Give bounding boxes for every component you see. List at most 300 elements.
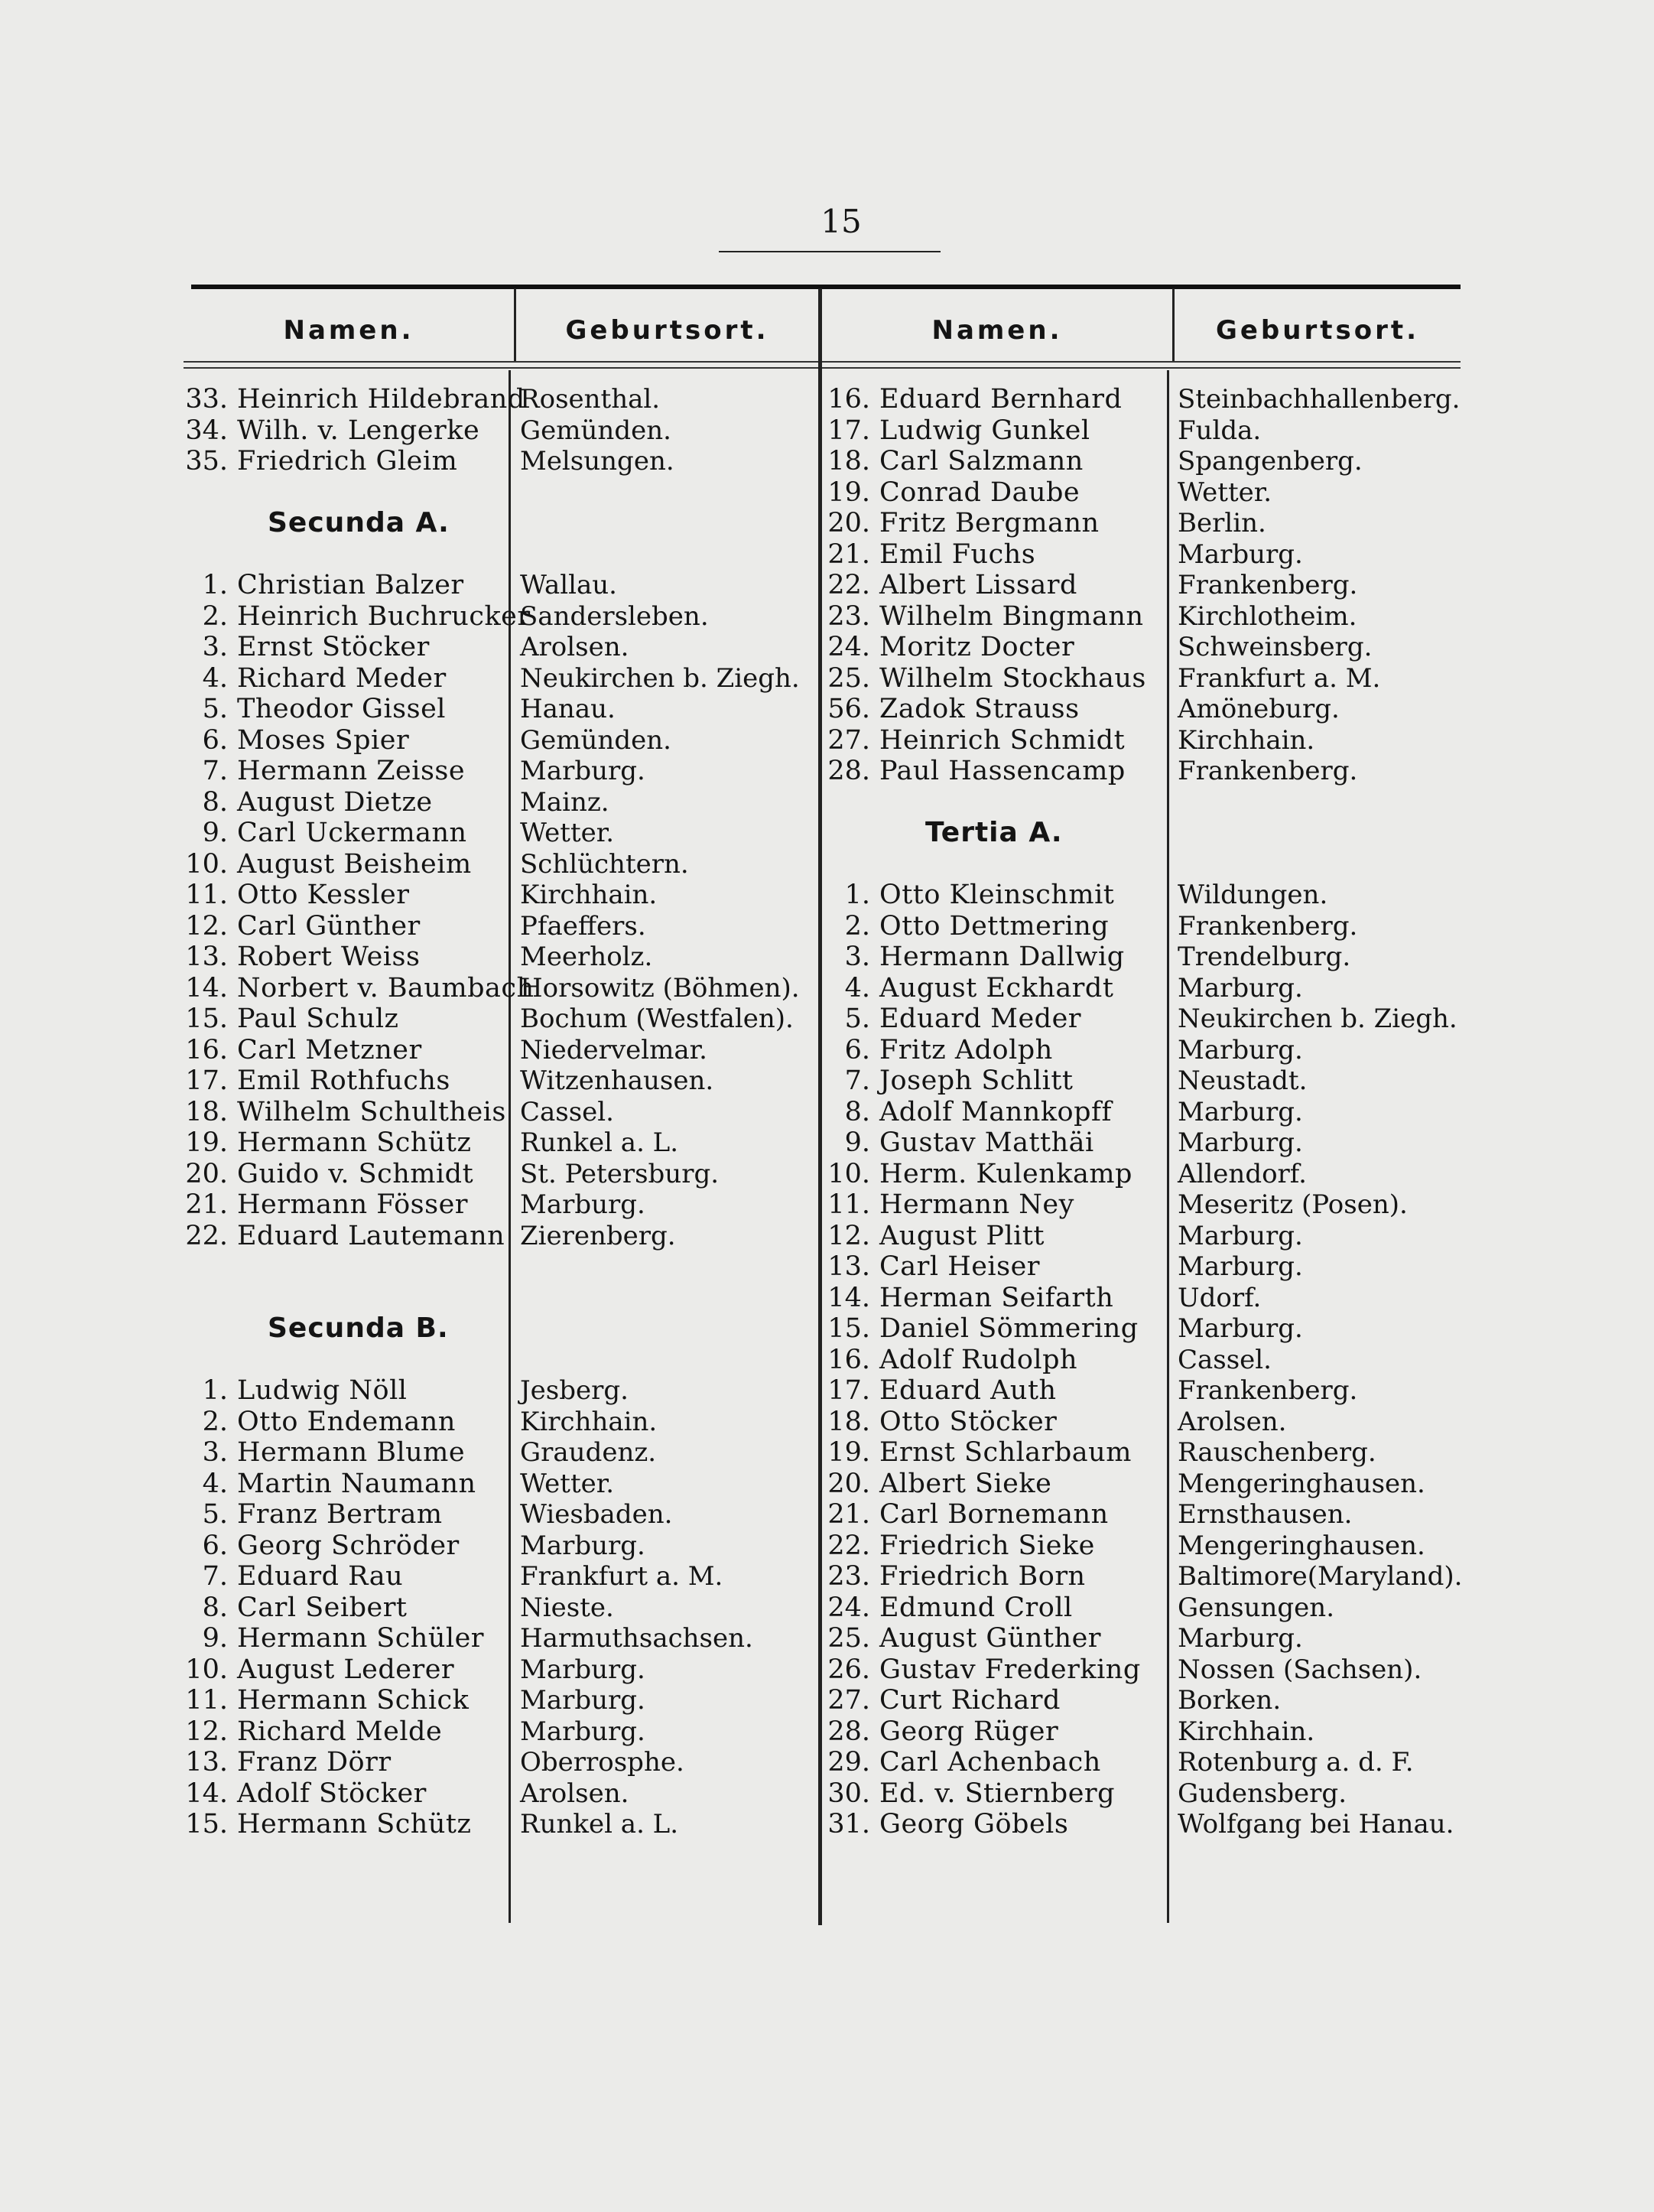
table-row [826,1561,1170,1592]
row-number: 1. [202,570,228,600]
table-row [826,1189,1170,1221]
student-name: Emil Fuchs [879,538,1036,570]
row-number: 11. [827,1189,870,1220]
birthplace-cell: Rauschenberg. [1178,1437,1376,1468]
row-number: 5. [202,694,228,724]
table-row [826,880,1170,911]
student-name: Edmund Croll [879,1592,1073,1623]
table-row [826,1221,1170,1252]
left-names-column [184,384,535,1840]
table-row [184,1716,512,1748]
row-number: 30. [827,1778,870,1809]
row-number: 6. [844,1034,870,1065]
table-row [826,1159,1170,1190]
spacer [520,508,818,539]
student-name: Hermann Fösser [237,1189,469,1220]
row-number: 4. [202,662,228,694]
table-row [826,1127,1170,1159]
birthplace-cell: Horsowitz (Böhmen). [520,972,800,1004]
table-row [826,694,1170,725]
student-name: Richard Meder [237,662,447,694]
student-name: Moses Spier [237,724,410,756]
birthplace-cell: Jesberg. [520,1375,629,1406]
birthplace-cell: Kirchhain. [1178,1716,1315,1747]
student-name: Adolf Stöcker [237,1778,427,1809]
birthplace-cell: Runkel a. L. [520,1127,679,1158]
birthplace-cell: Arolsen. [520,1778,629,1809]
birthplace-cell: Rotenburg a. d. F. [1178,1747,1414,1778]
row-number: 10. [827,1158,870,1189]
birthplace-cell: Borken. [1178,1685,1282,1716]
table-row [184,1531,512,1562]
table-row [184,1561,512,1592]
table-row [826,1499,1170,1531]
row-number: 12. [185,910,228,942]
birthplace-cell: Harmuthsachsen. [520,1623,753,1654]
row-number: 21. [827,538,870,570]
student-name: Theodor Gissel [237,694,446,724]
table-row [184,849,512,880]
row-number: 20. [185,1158,228,1189]
row-number: 15. [827,1313,870,1344]
birthplace-cell: Kirchhain. [520,1406,658,1437]
student-name: August Lederer [237,1654,455,1685]
birthplace-cell: Marburg. [1178,1034,1303,1065]
column-divider [514,288,516,361]
birthplace-cell: Allendorf. [1178,1158,1307,1189]
page-number: 15 [821,203,862,240]
student-name: Adolf Rudolph [879,1344,1078,1375]
row-number: 2. [844,910,870,942]
student-name: Carl Salzmann [879,446,1084,477]
table-row [184,1065,512,1097]
birthplace-cell: Marburg. [1178,1096,1303,1127]
birthplace-cell: Oberrosphe. [520,1747,684,1778]
birthplace-cell: Marburg. [1178,1127,1303,1158]
student-table [184,285,1461,1925]
birthplace-cell: Mainz. [520,786,609,818]
student-name: Ludwig Nöll [237,1375,408,1406]
birthplace-cell: Wetter. [520,1468,615,1499]
row-number: 13. [827,1251,870,1282]
row-number: 7. [202,1561,228,1592]
row-number: 19. [827,1437,870,1468]
table-row [184,942,512,973]
student-name: Zadok Strauss [879,694,1080,724]
birthplace-cell: Marburg. [1178,538,1303,570]
birthplace-cell: Gensungen. [1178,1592,1335,1623]
table-row [184,756,512,787]
birthplace-cell: Marburg. [1178,1251,1303,1282]
column-divider [1172,288,1175,361]
table-row [826,663,1170,695]
birthplace-cell: Neukirchen b. Ziegh. [520,662,800,694]
row-number: 35. [185,446,228,477]
spacer [520,539,818,571]
birthplace-cell: Wildungen. [1178,880,1328,910]
spacer [1178,787,1461,818]
row-number: 14. [185,972,228,1004]
table-row [826,601,1170,633]
table-row [826,1531,1170,1562]
birthplace-cell: Marburg. [1178,1623,1303,1654]
row-number: 31. [827,1809,870,1840]
birthplace-cell: Steinbachhallenberg. [1178,384,1461,415]
row-number: 13. [185,1747,228,1778]
birthplace-cell: Arolsen. [1178,1406,1287,1437]
row-number: 16. [185,1034,228,1065]
student-name: Otto Dettmering [879,910,1110,942]
spacer [520,1345,818,1376]
student-name: Ernst Stöcker [237,632,430,662]
row-number: 12. [185,1716,228,1747]
section-heading: Tertia A. [925,817,1063,848]
page-number-rule [719,251,941,252]
row-number: 21. [827,1499,870,1530]
birthplace-cell: Frankenberg. [1178,570,1358,600]
birthplace-cell: Wetter. [520,818,615,848]
birthplace-cell: Amöneburg. [1178,694,1340,724]
student-name: Norbert v. Baumbach [237,972,535,1004]
row-number: 8. [844,1096,870,1127]
table-row [184,446,512,477]
student-name: Franz Dörr [237,1747,392,1778]
student-name: Hermann Zeisse [237,756,466,786]
row-number: 10. [185,848,228,880]
table-row [184,1469,512,1500]
student-name: Ludwig Gunkel [879,415,1090,446]
row-number: 3. [202,1437,228,1468]
section-heading: Secunda B. [268,1313,449,1344]
birthplace-cell: Meerholz. [520,942,653,972]
table-row [826,384,1170,415]
header-birthplace-left: Geburtsort. [565,315,769,346]
row-number: 3. [202,632,228,662]
birthplace-cell: Frankfurt a. M. [520,1561,723,1592]
student-name: Hermann Schüler [237,1623,485,1654]
student-name: Hermann Schütz [237,1809,472,1840]
student-name: Eduard Rau [237,1561,404,1592]
spacer [520,477,818,509]
student-name: Paul Schulz [237,1004,399,1034]
student-name: Daniel Sömmering [879,1313,1139,1344]
row-number: 25. [827,662,870,694]
student-name: Otto Kleinschmit [879,880,1115,910]
birthplace-cell: Marburg. [520,1189,645,1220]
table-row [184,1221,512,1252]
student-name: Wilhelm Stockhaus [879,662,1146,694]
row-number: 34. [185,415,228,446]
table-row [184,725,512,756]
student-name: August Günther [879,1623,1102,1654]
table-row [184,1375,512,1407]
birthplace-cell: Arolsen. [520,632,629,662]
student-name: Carl Achenbach [879,1747,1101,1778]
table-row [184,1097,512,1128]
student-name: Eduard Meder [879,1004,1082,1034]
student-name: Otto Stöcker [879,1406,1058,1437]
table-top-rule [191,285,1461,289]
birthplace-cell: Hanau. [520,694,616,724]
birthplace-cell: Trendelburg. [1178,942,1351,972]
table-row [184,1004,512,1035]
student-name: Hermann Schick [237,1685,470,1716]
row-number: 28. [827,1716,870,1747]
student-name: Adolf Mannkopff [879,1096,1112,1127]
student-name: Heinrich Buchrucker [237,600,531,632]
birthplace-cell: Baltimore(Maryland). [1178,1561,1463,1592]
row-number: 25. [827,1623,870,1654]
row-number: 7. [202,756,228,786]
row-number: 24. [827,1592,870,1623]
student-name: Friedrich Born [879,1561,1086,1592]
table-row [826,1778,1170,1810]
student-name: Carl Günther [237,910,421,942]
student-name: Christian Balzer [237,570,464,600]
birthplace-cell: Mengeringhausen. [1178,1530,1425,1561]
student-name: Otto Kessler [237,880,410,910]
birthplace-cell: Kirchhain. [520,880,658,910]
student-name: Ernst Schlarbaum [879,1437,1132,1468]
birthplace-cell: Sandersleben. [520,600,709,632]
row-number: 12. [827,1220,870,1251]
birthplace-cell: Mengeringhausen. [1178,1468,1425,1499]
birthplace-cell: Frankfurt a. M. [1178,662,1381,694]
birthplace-cell: Bochum (Westfalen). [520,1004,794,1034]
section-heading: Secunda A. [268,507,450,538]
table-row [826,1654,1170,1686]
header-names-left: Namen. [283,315,414,346]
row-number: 5. [202,1499,228,1530]
header-names-right: Namen. [931,315,1063,346]
birthplace-cell: Spangenberg. [1178,446,1363,477]
row-number: 6. [202,1530,228,1561]
table-row [184,880,512,911]
birthplace-cell: Marburg. [520,1685,645,1716]
row-number: 28. [827,756,870,786]
table-row [826,415,1170,447]
birthplace-cell: Graudenz. [520,1437,657,1468]
table-row [184,1592,512,1624]
header-rule [184,361,1461,363]
student-name: Gustav Frederking [879,1654,1141,1685]
student-name: Curt Richard [879,1685,1061,1716]
table-row [826,756,1170,787]
table-row [184,818,512,849]
row-number: 11. [185,880,228,910]
row-number: 20. [827,1468,870,1499]
row-number: 8. [202,1592,228,1623]
row-number: 27. [827,724,870,756]
table-row [184,1407,512,1438]
student-name: August Eckhardt [879,972,1114,1004]
student-name: Joseph Schlitt [879,1065,1074,1096]
birthplace-cell: Wallau. [520,570,617,600]
row-number: 24. [827,632,870,662]
table-row [826,725,1170,756]
row-number: 5. [844,1004,870,1034]
row-number: 23. [827,600,870,632]
student-name: Georg Rüger [879,1716,1059,1747]
table-row [826,1097,1170,1128]
student-name: Paul Hassencamp [879,756,1126,786]
student-name: Otto Endemann [237,1406,456,1437]
spacer [184,477,512,509]
table-row [826,1747,1170,1778]
birthplace-cell: Marburg. [520,1716,645,1747]
table-row [826,1623,1170,1654]
student-name: Robert Weiss [237,942,421,972]
table-row [826,1035,1170,1066]
student-name: Eduard Lautemann [237,1220,505,1251]
row-number: 1. [202,1375,228,1406]
birthplace-cell: Niedervelmar. [520,1034,707,1065]
row-number: 20. [827,508,870,538]
table-row [826,1437,1170,1469]
table-row [826,942,1170,973]
table-row [826,539,1170,571]
birthplace-cell: St. Petersburg. [520,1158,720,1189]
student-name: Carl Bornemann [879,1499,1109,1530]
row-number: 9. [202,1623,228,1654]
row-number: 6. [202,724,228,756]
table-row [826,1375,1170,1407]
table-row [826,632,1170,663]
spacer [184,1345,512,1376]
birthplace-cell: Cassel. [1178,1344,1272,1375]
row-number: 17. [827,1375,870,1406]
student-name: Carl Metzner [237,1034,422,1065]
table-row [826,1251,1170,1283]
spacer [826,849,1170,880]
table-row [184,1747,512,1778]
row-number: 10. [185,1654,228,1685]
student-name: Hermann Dallwig [879,942,1125,972]
table-row [826,446,1170,477]
table-row [184,1685,512,1716]
birthplace-cell: Nieste. [520,1592,614,1623]
birthplace-cell: Ernsthausen. [1178,1499,1353,1530]
student-name: Friedrich Sieke [879,1530,1095,1561]
birthplace-cell: Marburg. [520,1654,645,1685]
student-name: Eduard Bernhard [879,384,1123,415]
row-number: 11. [185,1685,228,1716]
birthplace-cell: Runkel a. L. [520,1809,679,1840]
row-number: 26. [827,1654,870,1685]
birthplace-cell: Frankenberg. [1178,1375,1358,1406]
row-number: 14. [827,1282,870,1313]
table-row [184,1189,512,1221]
student-name: Wilhelm Bingmann [879,600,1144,632]
table-row [184,787,512,818]
student-name: Friedrich Gleim [237,446,458,477]
row-number: 2. [202,1406,228,1437]
birthplace-cell: Pfaeffers. [520,910,646,942]
row-number: 3. [844,942,870,972]
birthplace-cell: Udorf. [1178,1282,1262,1313]
table-row [826,570,1170,601]
row-number: 16. [827,1344,870,1375]
table-row [826,508,1170,539]
birthplace-cell: Nossen (Sachsen). [1178,1654,1422,1685]
student-name: Wilhelm Schultheis [237,1096,506,1127]
table-row [184,972,535,1004]
birthplace-cell: Marburg. [520,1530,645,1561]
table-row [184,1623,512,1654]
row-number: 29. [827,1747,870,1778]
student-name: Hermann Ney [879,1189,1074,1220]
row-number: 16. [827,384,870,415]
student-name: Heinrich Schmidt [879,724,1126,756]
student-name: Hermann Schütz [237,1127,472,1158]
birthplace-cell: Witzenhausen. [520,1065,714,1096]
table-row [826,1065,1170,1097]
right-names-column [826,384,1170,1840]
row-number: 4. [844,972,870,1004]
row-number: 18. [827,1406,870,1437]
student-name: Fritz Bergmann [879,508,1100,538]
row-number: 15. [185,1809,228,1840]
table-row [184,600,531,633]
birthplace-cell: Marburg. [1178,972,1303,1004]
birthplace-cell: Marburg. [1178,1313,1303,1344]
table-row [184,694,512,725]
table-row [826,1283,1170,1314]
birthplace-cell: Meseritz (Posen). [1178,1189,1408,1220]
table-row [826,1407,1170,1438]
birthplace-cell: Kirchhain. [1178,724,1315,756]
student-name: August Dietze [237,786,433,818]
table-row [826,1716,1170,1748]
spacer [184,539,512,571]
student-name: Richard Melde [237,1716,443,1747]
spacer [520,1313,818,1345]
student-name: Herm. Kulenkamp [879,1158,1132,1189]
table-row [184,415,512,447]
birthplace-cell: Berlin. [1178,508,1266,538]
birthplace-cell: Wiesbaden. [520,1499,673,1530]
row-number: 7. [844,1065,870,1096]
row-number: 22. [185,1220,228,1251]
birthplace-cell: Fulda. [1178,415,1262,446]
student-name: August Plitt [879,1220,1045,1251]
row-number: 56. [827,694,870,724]
row-number: 8. [202,786,228,818]
student-name: Georg Göbels [879,1809,1069,1840]
birthplace-cell: Wetter. [1178,477,1272,508]
table-row [184,911,512,942]
row-number: 13. [185,942,228,972]
table-row [184,1654,512,1686]
row-number: 33. [185,384,228,415]
table-row [184,1159,512,1190]
birthplace-cell: Neukirchen b. Ziegh. [1178,1004,1457,1034]
row-number: 22. [827,570,870,600]
row-number: 14. [185,1778,228,1809]
table-row [184,1437,512,1469]
student-name: Ed. v. Stiernberg [879,1778,1116,1809]
birthplace-cell: Frankenberg. [1178,910,1358,942]
table-row [826,1469,1170,1500]
table-row [184,1809,512,1840]
birthplace-cell: Schlüchtern. [520,848,689,880]
student-name: Carl Heiser [879,1251,1041,1282]
birthplace-cell: Cassel. [520,1096,614,1127]
table-row [184,384,525,415]
row-number: 22. [827,1530,870,1561]
student-name: Wilh. v. Lengerke [237,415,480,446]
birthplace-cell: Schweinsberg. [1178,632,1373,662]
